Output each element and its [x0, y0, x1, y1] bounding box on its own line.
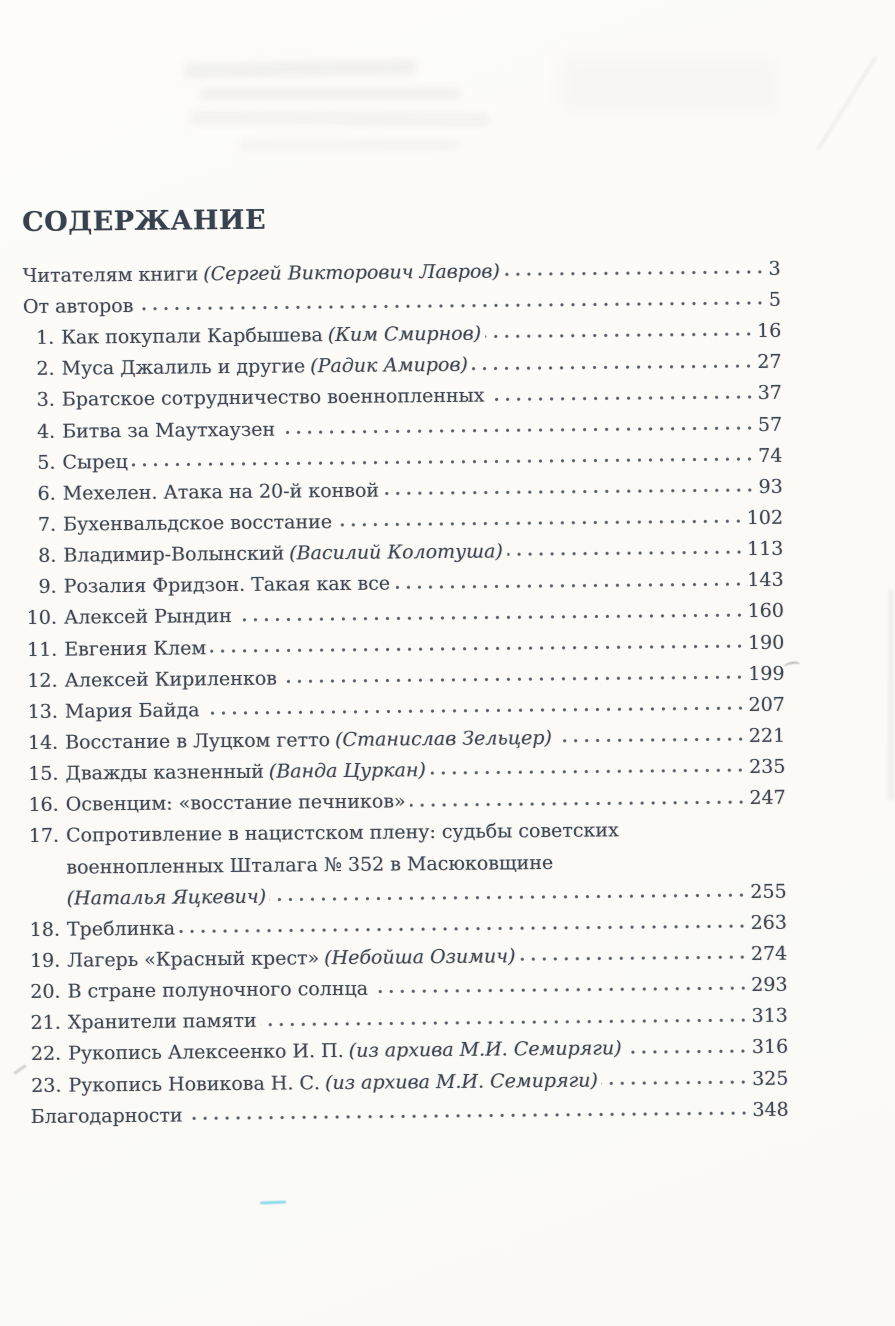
- entry-title-continued: военнопленных Шталага № 352 в Масюковщине: [66, 851, 554, 879]
- toc-list: [22, 249, 788, 1128]
- entry-title: Благодарности: [30, 1104, 183, 1128]
- scan-bleedthrough-smudge: [240, 140, 460, 151]
- entry-author: (Сергей Викторович Лавров): [203, 260, 500, 286]
- entry-title: Алексей Кириленков: [64, 667, 278, 692]
- entry-title: Как покупали Карбышева: [61, 324, 323, 349]
- scan-bleedthrough-smudge: [190, 111, 490, 127]
- entry-number: 17.: [28, 825, 60, 848]
- entry-page-number: 199: [748, 662, 785, 685]
- entry-page-number: 293: [751, 973, 788, 997]
- entry-title: Мария Байда: [64, 699, 200, 723]
- entry-page-number: 207: [748, 693, 785, 716]
- entry-page-number: 313: [751, 1004, 788, 1028]
- entry-author: (Ким Смирнов): [327, 322, 482, 347]
- entry-number: 5.: [37, 451, 56, 474]
- scan-edge-streak: [889, 590, 893, 800]
- entry-page-number: 247: [749, 786, 786, 810]
- dot-leader: [602, 1074, 750, 1091]
- entry-title: Муса Джалиль и другие: [61, 355, 306, 380]
- entry-page-number: 74: [758, 444, 783, 467]
- entry-title: Алексей Рындин: [63, 605, 232, 630]
- entry-number: 18.: [29, 918, 61, 941]
- dot-leader: [430, 762, 747, 781]
- dot-leader: [626, 1043, 750, 1060]
- entry-page-number: 316: [751, 1036, 789, 1059]
- entry-page-number: 3: [768, 257, 781, 280]
- entry-page-number: 325: [752, 1067, 789, 1090]
- entry-title: Читателям книги: [22, 263, 199, 287]
- entry-page-number: 235: [749, 755, 786, 779]
- table-of-contents: [22, 199, 789, 1128]
- entry-author: (из архива М.И. Семиряги): [348, 1037, 622, 1063]
- entry-title: Дважды казненный: [65, 760, 264, 785]
- dot-leader: [187, 1105, 751, 1126]
- dot-leader: [485, 326, 755, 345]
- entry-author: (Наталья Яцкевич): [66, 885, 267, 910]
- entry-number: 15.: [28, 762, 59, 786]
- entry-title: В стране полуночного солнца: [67, 977, 369, 1003]
- entry-number: 16.: [28, 793, 59, 817]
- dot-leader: [504, 264, 767, 283]
- entry-page-number: 263: [750, 911, 788, 934]
- entry-page-number: 27: [757, 351, 782, 374]
- scan-scratch: [817, 56, 877, 150]
- entry-page-number: 5: [768, 288, 782, 311]
- entry-page-number: 160: [747, 600, 785, 623]
- entry-number: 9.: [38, 575, 57, 599]
- entry-title: Битва за Маутхаузен: [62, 418, 276, 443]
- entry-number: 1.: [36, 326, 55, 350]
- dot-leader: [394, 576, 745, 595]
- entry-number: 19.: [29, 949, 61, 972]
- dot-leader: [488, 389, 755, 408]
- entry-number: 4.: [36, 420, 56, 443]
- dot-leader: [556, 731, 747, 749]
- entry-number: 3.: [36, 389, 55, 412]
- scan-scratch: [260, 1201, 286, 1205]
- entry-title: Братское сотрудничество военнопленных: [61, 385, 485, 412]
- entry-page-number: 16: [756, 319, 782, 343]
- entry-title: Восстание в Луцком гетто: [65, 729, 331, 754]
- entry-title: Евгения Клем: [64, 636, 207, 661]
- entry-author: (Ванда Цуркан): [268, 759, 426, 783]
- scan-speck: [783, 661, 800, 672]
- entry-title: Освенцим: «восстание печников»: [65, 790, 406, 816]
- entry-title: Сопротивление в нацистском плену: судьбы советских: [65, 819, 619, 848]
- entry-number: 8.: [38, 544, 57, 568]
- entry-title: Бухенвальдское восстание: [62, 511, 333, 536]
- entry-title: Треблинка: [66, 917, 176, 941]
- scan-scratch: [13, 1064, 26, 1074]
- entry-page-number: 113: [746, 537, 784, 561]
- entry-number: 2.: [36, 357, 55, 381]
- entry-author: (Радик Амиров): [310, 354, 468, 378]
- entry-title: От авторов: [22, 294, 134, 319]
- entry-page-number: 37: [757, 382, 782, 405]
- entry-number: 11.: [26, 638, 58, 661]
- entry-page-number: 102: [746, 506, 784, 530]
- entry-page-number: 274: [750, 942, 788, 966]
- entry-page-number: 57: [757, 413, 783, 436]
- entry-author: (из архива М.И. Семиряги): [324, 1069, 598, 1094]
- entry-title: Сырец: [62, 450, 128, 474]
- entry-page-number: 93: [758, 475, 783, 498]
- entry-author: (Василий Колотуша): [289, 540, 503, 565]
- entry-page-number: 143: [747, 568, 784, 592]
- entry-page-number: 348: [752, 1098, 789, 1121]
- entry-title: Мехелен. Атака на 20-й конвой: [62, 479, 380, 505]
- entry-number: 13.: [27, 700, 58, 723]
- entry-number: 10.: [26, 607, 58, 630]
- entry-title: Рукопись Алексеенко И. П.: [68, 1040, 344, 1065]
- entry-number: 14.: [27, 731, 59, 754]
- entry-title: Розалия Фридзон. Такая как все: [63, 572, 391, 598]
- dot-leader: [410, 794, 748, 813]
- dot-leader: [472, 358, 756, 377]
- dot-leader: [507, 544, 745, 562]
- entry-title: Рукопись Новикова Н. С.: [68, 1071, 321, 1097]
- entry-author: (Небойша Озимич): [324, 945, 516, 970]
- entry-title: Владимир-Волынский: [63, 542, 285, 567]
- entry-number: 21.: [30, 1011, 61, 1035]
- scan-bleedthrough-smudge: [185, 60, 415, 78]
- entry-number: 12.: [27, 669, 58, 692]
- page-title: СОДЕРЖАНИЕ: [22, 204, 267, 238]
- entry-number: 22.: [30, 1043, 62, 1066]
- entry-author: (Станислав Зельцер): [334, 726, 552, 752]
- entry-title: Лагерь «Красный крест»: [67, 947, 320, 972]
- dot-leader: [519, 949, 749, 967]
- entry-page-number: 255: [750, 880, 787, 903]
- entry-number: 20.: [30, 980, 61, 1004]
- scan-bleedthrough-smudge: [560, 55, 780, 115]
- entry-page-number: 190: [747, 631, 785, 654]
- entry-number: 23.: [31, 1074, 62, 1097]
- scan-bleedthrough-smudge: [200, 88, 460, 100]
- entry-page-number: 221: [748, 724, 786, 748]
- entry-number: 7.: [37, 513, 57, 536]
- entry-number: 6.: [37, 482, 56, 505]
- entry-title: Хранители памяти: [67, 1010, 257, 1034]
